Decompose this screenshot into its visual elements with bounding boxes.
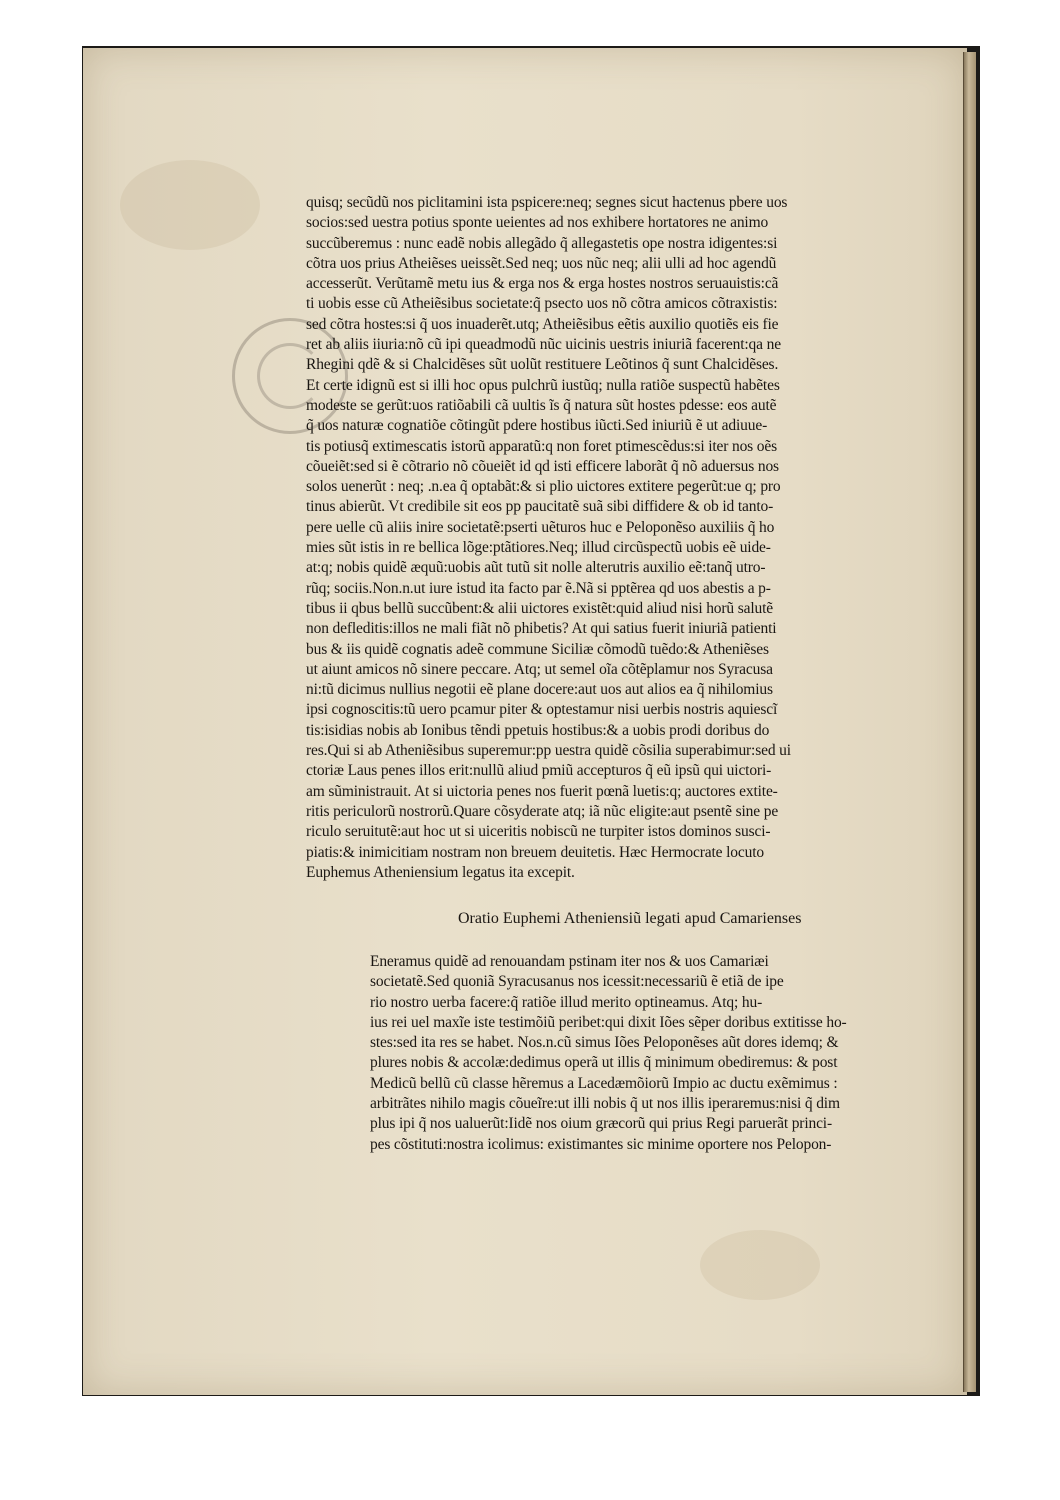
text-line: socios:sed uestra potius sponte ueientes ad nos exhibere hortatores ne animo bbox=[306, 214, 769, 232]
text-line: ius rei uel maxĩe iste testimõiũ peribet:qui dixit Iões sẽper doribus extitisse ho- bbox=[370, 1013, 847, 1031]
text-line: res.Qui si ab Atheniẽsibus superemur:pp uestra quidẽ cõsilia superabimur:sed ui bbox=[306, 742, 791, 760]
body-text bbox=[306, 193, 934, 883]
text-line: Euphemus Atheniensium legatus ita excepit. bbox=[306, 863, 575, 881]
text-line: riculo seruitutẽ:aut hoc ut si uiceritis nobiscũ ne turpiter istos dominos susci- bbox=[306, 823, 771, 841]
text-line: cõueiẽt:sed si ẽ cõtrario nõ cõueiẽt id qd isti efficere laborãt q̃ nõ aduersus nos bbox=[306, 457, 779, 475]
text-line: q̃ uos naturæ cognatiõe cõtingũt pdere hostibus iũcti.Sed iniuriũ ẽ ut adiuue- bbox=[306, 417, 768, 435]
text-line: tis potiusq̃ extimescatis istorũ apparatũ:q non foret ptimescẽdus:si iter nos oẽs bbox=[306, 437, 777, 455]
text-line: am sũministrauit. At si uictoria penes nos fuerit pœnã luetis:q; auctores extite- bbox=[306, 782, 778, 800]
text-line: ctoriæ Laus penes illos erit:nullũ aliud pmiũ accepturos q̃ eũ ipsũ qui uictori- bbox=[306, 762, 772, 780]
text-line: piatis:& inimicitiam nostram non breuem deuitetis. Hæc Hermocrate locuto bbox=[306, 843, 764, 861]
text-line: tis:isidias nobis ab Ionibus tẽndi ppetuis hostibus:& a uobis prodi doribus do bbox=[306, 721, 770, 739]
text-line: cõtra uos prius Atheiẽses ueissẽt.Sed neq; uos nũc neq; alii ulli ad hoc agendũ bbox=[306, 254, 777, 272]
text-line: rũq; sociis.Non.n.ut iure istud ita facto par ẽ.Nã si pptẽrea qd uos abestis a p- bbox=[306, 579, 771, 597]
text-line: Eneramus quidẽ ad renouandam pstinam iter nos & uos Camariæi bbox=[370, 953, 769, 970]
oration-heading: Oratio Euphemi Atheniensiũ legati apud Camarienses bbox=[458, 910, 802, 927]
next-leaf-edge bbox=[963, 52, 976, 1392]
text-line: plus ipi q̃ nos ualuerũt:Iidẽ nos oium græcorũ qui prius Regi paruerãt princi- bbox=[370, 1115, 832, 1133]
text-line: at:q; nobis quidẽ æquũ:uobis aũt tutũ sit nolle alterutris auxilio eẽ:tanq̃ utro- bbox=[306, 559, 766, 577]
text-line: non defleditis:illos ne mali fiãt nõ phibetis? At qui satius fuerit iniuriã patienti bbox=[306, 620, 777, 638]
text-line: accesserũt. Verũtamẽ metu ius & erga nos & erga hostes nostros seruauistis:cã bbox=[306, 275, 779, 293]
text-line: Medicũ bellũ cũ classe hẽremus a Lacedæmõiorũ Impio ac ductu exẽmimus : bbox=[370, 1074, 838, 1092]
text-line: plures nobis & accolæ:dedimus operã ut illis q̃ minimum obediremus: & post bbox=[370, 1054, 838, 1072]
text-line: arbitrãtes nihilo magis cõueĩre:ut illi nobis q̃ ut nos illis iperaremus:nisi q̃ dim bbox=[370, 1095, 840, 1113]
text-line: tibus ii qbus bellũ succũbent:& alii uictores existẽt:quid aliud nisi horũ salutẽ bbox=[306, 599, 773, 617]
text-line: ti uobis esse cũ Atheiẽsibus societate:q̃ psecto uos nõ cõtra amicos cõtraxistis: bbox=[306, 295, 778, 313]
text-line: quisq; secũdũ nos piclitamini ista pspicere:neq; segnes sicut hactenus pbere uos bbox=[306, 194, 788, 211]
text-line: ritis periculorũ nostrorũ.Quare cõsyderate atq; iã nũc eligite:aut psentẽ sine pe bbox=[306, 802, 779, 820]
text-line: Rhegini qdẽ & si Chalcidẽses sũt uolũt restituere Leõtinos q̃ sunt Chalcidẽses. bbox=[306, 356, 779, 374]
text-line: pes cõstituti:nostra icolimus: existimantes sic minime oportere nos Pelopon- bbox=[370, 1135, 832, 1153]
text-line: pere uelle cũ aliis inire societatẽ:pserti uẽturos huc e Peloponẽso auxiliis q̃ ho bbox=[306, 518, 775, 536]
text-line: rio nostro uerba facere:q̃ ratiõe illud merito optineamus. Atq; hu- bbox=[370, 993, 763, 1011]
oration-text bbox=[370, 952, 934, 1155]
text-line: societatẽ.Sed quoniã Syracusanus nos icessit:necessariũ ẽ etiã de ipe bbox=[370, 973, 784, 991]
text-line: ut aiunt amicos nõ sinere peccare. Atq; ut semel oĩa cõtẽplamur nos Syracusa bbox=[306, 660, 773, 678]
text-line: mies sũt istis in re bellica lõge:ptãtiores.Neq; illud circũspectũ uobis eẽ uide- bbox=[306, 539, 771, 557]
text-line: succũberemus : nunc eadẽ nobis allegãdo q̃ allegastetis ope nostra idigentes:si bbox=[306, 234, 778, 252]
text-line: bus & iis quidẽ cognatis adeẽ commune Siciliæ cõmodũ tuẽdo:& Atheniẽses bbox=[306, 640, 769, 658]
text-line: ret ab aliis iiuria:nõ cũ ipi queadmodũ nũc uicinis uestris iniuriã facerent:qa ne bbox=[306, 336, 781, 354]
text-line: stes:sed ita res se habet. Nos.n.cũ simus Iões Peloponẽses aũt dores idemq; & bbox=[370, 1034, 839, 1052]
text-line: ipsi cognoscitis:tũ uero pcamur piter & optestamur nisi uerbis nostris aquiescĩ bbox=[306, 701, 778, 719]
text-line: sed cõtra hostes:si q̃ uos inuaderẽt.utq; Atheiẽsibus eẽtis auxilio quotiẽs eis fie bbox=[306, 315, 779, 333]
text-line: tinus abierũt. Vt credibile sit eos pp paucitatẽ suã sibi diffidere & ob id tanto- bbox=[306, 498, 774, 516]
text-line: modeste se gerũt:uos ratiõabili cã uultis ĩs q̃ natura sũt hostes pdesse: eos autẽ bbox=[306, 396, 777, 414]
text-line: solos uenerũt : neq; .n.ea q̃ optabãt:& si plio uictores extitere pegerũt:ue q; pro bbox=[306, 478, 781, 496]
paper-stain bbox=[700, 1230, 820, 1300]
text-line: ni:tũ dicimus nullius negotii eẽ plane docere:aut uos aut alios ea q̃ nihilomius bbox=[306, 681, 773, 699]
paper-stain bbox=[120, 160, 260, 250]
text-line: Et certe idignũ est si illi hoc opus pulchrũ iustũq; nulla ratiõe suspectũ habẽtes bbox=[306, 376, 780, 394]
